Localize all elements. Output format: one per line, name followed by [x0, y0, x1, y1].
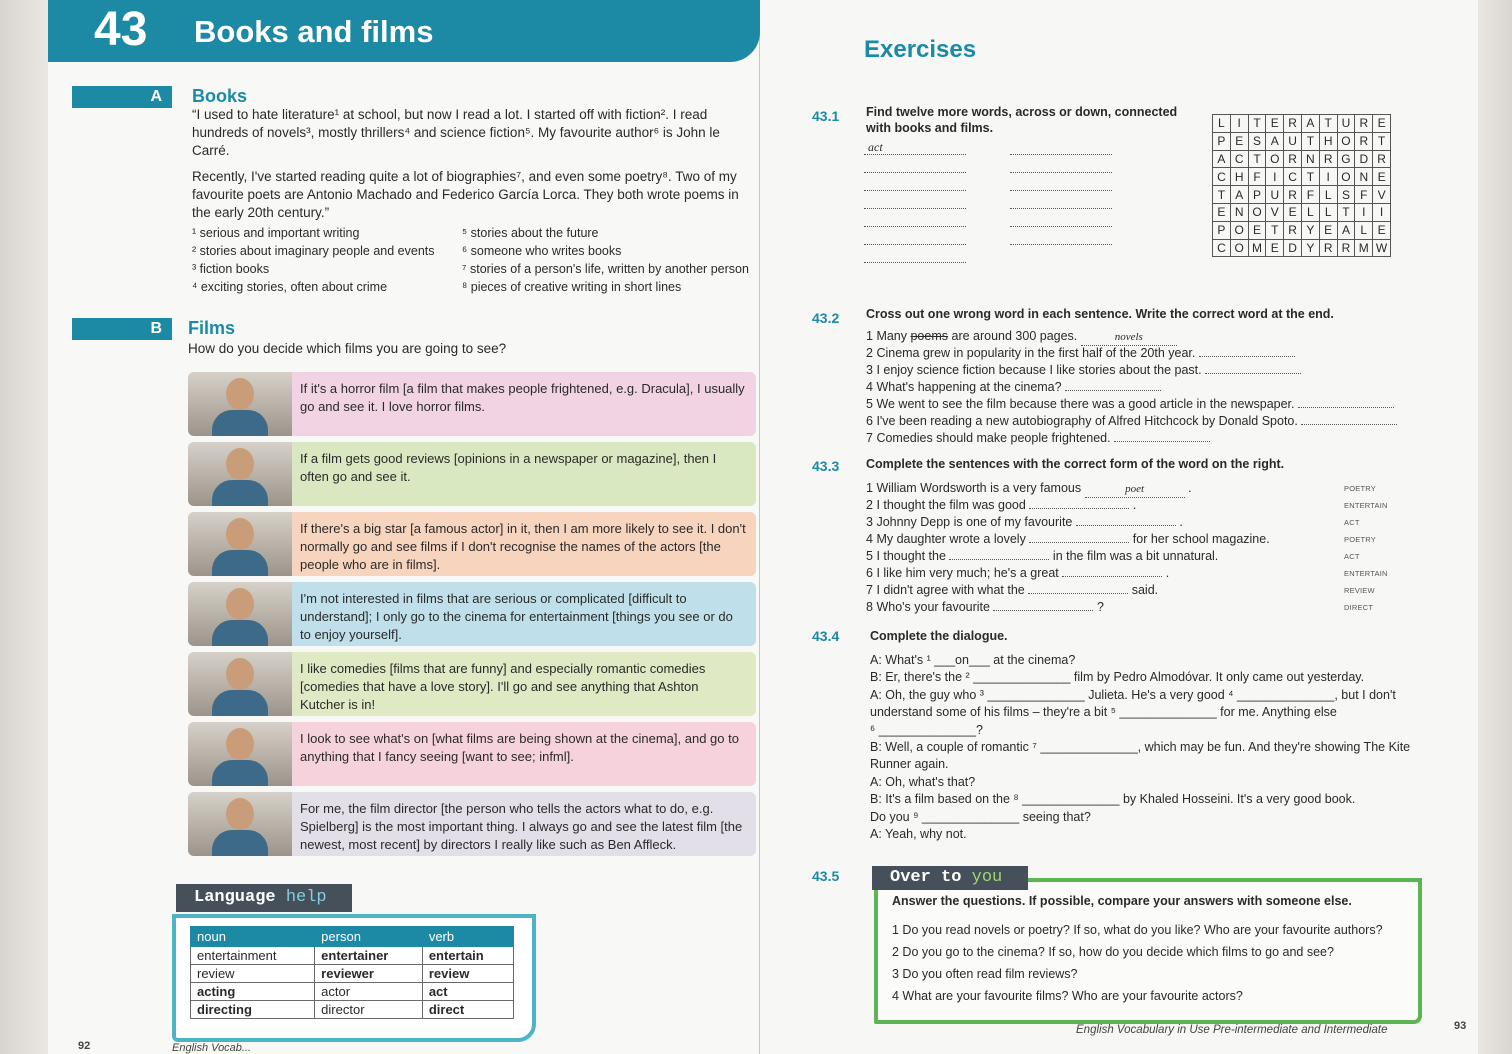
table-cell: acting	[191, 983, 315, 1001]
grid-letter[interactable]: C	[1213, 168, 1231, 186]
sentence-start: I thought the	[876, 549, 946, 563]
grid-letter[interactable]: P	[1213, 132, 1231, 150]
grid-letter[interactable]: D	[1355, 150, 1373, 168]
list-item	[866, 379, 1161, 395]
grid-letter[interactable]: C	[1230, 150, 1248, 168]
item-number: 4	[866, 380, 873, 394]
root-word: ACT	[1344, 518, 1360, 527]
bubble-text: If it's a horror film [a film that makes people frightened, e.g. Dracula], I usually go and see it. I love horror films.	[300, 381, 745, 414]
grid-letter[interactable]: M	[1248, 239, 1266, 257]
language-help-title-b: help	[285, 888, 327, 907]
footnote-5: ⁵ stories about the future	[462, 226, 599, 240]
root-word: ENTERTAIN	[1344, 569, 1388, 578]
exercises-heading: Exercises	[864, 36, 977, 63]
footnote-6: ⁶ someone who writes books	[462, 244, 622, 258]
grid-letter[interactable]: G	[1337, 150, 1355, 168]
grid-letter[interactable]: I	[1373, 203, 1391, 221]
opinion-bubble	[188, 652, 756, 716]
col-header-verb: verb	[422, 927, 513, 947]
table-cell: direct	[422, 1001, 513, 1019]
list-item	[866, 362, 1301, 378]
grid-letter[interactable]: R	[1355, 115, 1373, 133]
grid-letter[interactable]: A	[1337, 221, 1355, 239]
sentence-start: We went to see the film because there was a good article in the newspaper.	[876, 397, 1295, 411]
grid-letter[interactable]: L	[1319, 186, 1337, 204]
over-to-you-tab	[872, 866, 1028, 890]
grid-letter[interactable]: M	[1355, 239, 1373, 257]
grid-letter[interactable]: E	[1373, 221, 1391, 239]
exercise-43-1-instruction: Find twelve more words, across or down, connected with books and films.	[866, 105, 1178, 135]
list-item	[866, 497, 1136, 513]
item-number: 7	[866, 431, 873, 445]
grid-row	[1213, 132, 1391, 150]
bubble-text: If there's a big star [a famous actor] in it, then I am more likely to see it. I don't normally go and see films if I don't recognise the names of the actors [the people who are in films].	[300, 521, 746, 572]
table-row	[191, 947, 514, 965]
sentence-start: Cinema grew in popularity in the first half of the 20th year.	[876, 346, 1196, 360]
sentence-start: I enjoy science fiction because I like stories about the past.	[876, 363, 1202, 377]
grid-letter[interactable]: H	[1230, 168, 1248, 186]
answer-blank[interactable]	[1028, 582, 1128, 594]
exercise-43-3-instruction: Complete the sentences with the correct form of the word on the right.	[866, 457, 1285, 471]
grid-letter[interactable]: R	[1284, 221, 1302, 239]
section-b-tab: B	[72, 318, 172, 340]
sentence-start: My daughter wrote a lovely	[876, 532, 1026, 546]
answer-line[interactable]	[864, 154, 966, 155]
list-item	[866, 480, 1192, 498]
language-help-table	[190, 926, 514, 1019]
exercise-43-5-number: 43.5	[812, 868, 840, 884]
sentence-start: What's happening at the cinema?	[876, 380, 1062, 394]
grid-letter[interactable]: E	[1213, 203, 1231, 221]
table-cell: director	[315, 1001, 423, 1019]
answer-line[interactable]	[1010, 154, 1112, 155]
grid-letter[interactable]: R	[1319, 239, 1337, 257]
grid-letter[interactable]: A	[1230, 186, 1248, 204]
table-cell: entertainment	[191, 947, 315, 965]
grid-letter[interactable]: R	[1284, 186, 1302, 204]
unit-header	[48, 0, 760, 62]
item-number: 3	[866, 515, 873, 529]
grid-letter[interactable]: I	[1355, 203, 1373, 221]
dialogue-line: Do you ⁹ ______________ seeing that?	[870, 809, 1091, 824]
grid-letter[interactable]: F	[1301, 186, 1319, 204]
grid-letter[interactable]: P	[1213, 221, 1231, 239]
list-item	[866, 531, 1270, 547]
dialogue-line: A: Yeah, why not.	[870, 827, 967, 841]
dialogue-line: B: Well, a couple of romantic ⁷ ______________, which may be fun. And they're showing The Kite	[870, 740, 1411, 754]
page-number-right: 93	[1454, 1020, 1467, 1032]
answer-line[interactable]	[1010, 208, 1112, 209]
list-item	[866, 514, 1183, 530]
films-question: How do you decide which films you are going to see?	[188, 341, 507, 356]
sentence-end: .	[1132, 498, 1137, 512]
table-cell: review	[191, 965, 315, 983]
list-item	[866, 565, 1169, 581]
table-cell: entertain	[422, 947, 513, 965]
bubble-text: I look to see what's on [what films are being shown at the cinema], and go to anything that I fancy seeing [want to see; infml].	[300, 731, 739, 764]
item-number: 3	[866, 363, 873, 377]
grid-letter[interactable]: T	[1248, 115, 1266, 133]
grid-row	[1213, 150, 1391, 168]
footnote-1: ¹ serious and important writing	[192, 226, 360, 240]
grid-letter[interactable]: A	[1266, 132, 1284, 150]
grid-letter[interactable]: O	[1230, 239, 1248, 257]
table-cell: entertainer	[315, 947, 423, 965]
footer-left: English Vocab...	[172, 1042, 252, 1054]
sentence-start: I like him very much; he's a great	[876, 566, 1059, 580]
dialogue-line: B: It's a film based on the ⁸ ______________ by Khaled Hosseini. It's a very good book.	[870, 792, 1356, 807]
grid-letter[interactable]: A	[1213, 150, 1231, 168]
grid-letter[interactable]: N	[1230, 203, 1248, 221]
sentence-end: said.	[1131, 583, 1159, 597]
speaker-photo	[188, 722, 292, 786]
sentence-end: are around 300 pages.	[948, 329, 1078, 343]
answer-blank[interactable]	[1199, 345, 1295, 357]
grid-letter[interactable]: R	[1284, 150, 1302, 168]
bubble-text: I'm not interested in films that are serious or complicated [difficult to understand]; I only go to the cinema for entertainment [things you see or do to enjoy yourself].	[300, 591, 733, 642]
question-item: 4 What are your favourite films? Who are your favourite actors?	[892, 989, 1243, 1003]
speaker-photo	[188, 372, 292, 436]
grid-letter[interactable]: U	[1284, 132, 1302, 150]
answer-line[interactable]	[864, 190, 966, 191]
over-to-you-instruction: Answer the questions. If possible, compare your answers with someone else.	[892, 894, 1352, 908]
answer-line[interactable]	[864, 172, 966, 173]
grid-letter[interactable]: T	[1213, 186, 1231, 204]
answer-blank[interactable]	[1114, 430, 1210, 442]
speaker-photo	[188, 512, 292, 576]
item-number: 4	[866, 532, 873, 546]
grid-letter[interactable]: C	[1213, 239, 1231, 257]
section-a-tab: A	[72, 86, 172, 108]
sentence-start: William Wordsworth is a very famous	[876, 481, 1082, 495]
list-item	[866, 328, 1177, 346]
grid-letter[interactable]: U	[1337, 115, 1355, 133]
grid-row	[1213, 186, 1391, 204]
language-help-title-a: Language	[194, 888, 276, 907]
section-b-title: Films	[188, 318, 236, 338]
item-number: 5	[866, 397, 873, 411]
sentence-start: Comedies should make people frightened.	[876, 431, 1111, 445]
item-number: 1	[866, 329, 873, 343]
speaker-photo	[188, 442, 292, 506]
grid-letter[interactable]: T	[1337, 203, 1355, 221]
table-row	[191, 1001, 514, 1019]
grid-letter[interactable]: R	[1337, 239, 1355, 257]
over-to-you-box	[874, 878, 1422, 1024]
opinion-bubble	[188, 512, 756, 576]
grid-letter[interactable]: T	[1373, 132, 1391, 150]
grid-letter[interactable]: T	[1319, 115, 1337, 133]
root-word: DIRECT	[1344, 603, 1374, 612]
item-number: 6	[866, 566, 873, 580]
language-help-box	[172, 914, 536, 1042]
exercise-43-2-number: 43.2	[812, 310, 840, 326]
grid-letter[interactable]: S	[1248, 132, 1266, 150]
grid-row	[1213, 239, 1391, 257]
list-item	[866, 430, 1210, 446]
grid-letter[interactable]: F	[1355, 186, 1373, 204]
dialogue-line: understand some of his films – they're a bit ⁵ ______________ for me. Anything else	[870, 705, 1337, 720]
grid-letter[interactable]: A	[1301, 115, 1319, 133]
item-number: 6	[866, 414, 873, 428]
answer-blank[interactable]	[1076, 514, 1176, 526]
grid-letter[interactable]: P	[1248, 186, 1266, 204]
speaker-photo	[188, 792, 292, 856]
sentence-start: I thought the film was good	[876, 498, 1026, 512]
answer-blank[interactable]	[1301, 413, 1397, 425]
dialogue-line: Runner again.	[870, 757, 949, 772]
grid-letter[interactable]: L	[1319, 203, 1337, 221]
sentence-start: Who's your favourite	[876, 600, 990, 614]
opinion-bubble	[188, 442, 756, 506]
answer-blank[interactable]	[949, 548, 1049, 560]
dialogue-line: A: Oh, the guy who ³ ______________ Julieta. He's a very good ⁴ ______________, but I don't	[870, 687, 1396, 702]
sentence-start: Many	[876, 329, 911, 343]
sentence-start: Johnny Depp is one of my favourite	[876, 515, 1073, 529]
grid-letter[interactable]: T	[1301, 168, 1319, 186]
exercise-43-4-instruction: Complete the dialogue.	[870, 629, 1008, 643]
grid-letter[interactable]: O	[1248, 203, 1266, 221]
sentence-start: I've been reading a new autobiography of Alfred Hitchcock by Donald Spoto.	[876, 414, 1298, 428]
table-cell: directing	[191, 1001, 315, 1019]
grid-letter[interactable]: N	[1301, 150, 1319, 168]
page-number-left: 92	[78, 1040, 91, 1052]
item-number: 5	[866, 549, 873, 563]
speaker-photo	[188, 582, 292, 646]
grid-letter[interactable]: E	[1373, 115, 1391, 133]
grid-letter[interactable]: E	[1284, 203, 1302, 221]
over-to-you-title-b: you	[971, 868, 1003, 887]
answer-blank[interactable]	[1029, 531, 1129, 543]
answer-blank[interactable]	[1029, 497, 1129, 509]
answer-line[interactable]	[864, 262, 966, 263]
section-a-title: Books	[192, 86, 248, 106]
grid-letter[interactable]: O	[1337, 168, 1355, 186]
opinion-bubble	[188, 792, 756, 856]
grid-letter[interactable]: V	[1266, 203, 1284, 221]
word-search-grid	[1212, 114, 1391, 257]
list-item	[866, 413, 1397, 429]
item-number: 2	[866, 498, 873, 512]
grid-letter[interactable]: E	[1230, 132, 1248, 150]
col-header-person: person	[315, 927, 423, 947]
grid-letter[interactable]: O	[1266, 150, 1284, 168]
grid-letter[interactable]: O	[1337, 132, 1355, 150]
grid-letter[interactable]: T	[1248, 150, 1266, 168]
grid-letter[interactable]: I	[1319, 168, 1337, 186]
list-item	[866, 599, 1104, 615]
item-number: 1	[866, 481, 873, 495]
footnote-3: ³ fiction books	[192, 262, 270, 276]
question-item: 2 Do you go to the cinema? If so, how do you decide which films to go and see?	[892, 945, 1334, 959]
grid-letter[interactable]: R	[1355, 132, 1373, 150]
grid-letter[interactable]: U	[1266, 186, 1284, 204]
sentence-end: .	[1165, 566, 1170, 580]
speaker-photo	[188, 652, 292, 716]
grid-letter[interactable]: S	[1337, 186, 1355, 204]
dialogue-line: A: What's ¹ ___on___ at the cinema?	[870, 653, 1076, 667]
footnote-2: ² stories about imaginary people and events	[192, 244, 435, 258]
opinion-bubble	[188, 722, 756, 786]
grid-letter[interactable]: L	[1213, 115, 1231, 133]
grid-letter[interactable]: E	[1373, 168, 1391, 186]
sentence-end: in the film was a bit unnatural.	[1052, 549, 1219, 563]
grid-row	[1213, 115, 1391, 133]
grid-letter[interactable]: Y	[1301, 239, 1319, 257]
answer-blank[interactable]	[1205, 362, 1301, 374]
answer-line[interactable]	[1010, 172, 1112, 173]
grid-row	[1213, 221, 1391, 239]
answer-line[interactable]	[1010, 244, 1112, 245]
book-title-footer: English Vocabulary in Use Pre-intermediate and Intermediate	[1076, 1024, 1388, 1036]
grid-row	[1213, 203, 1391, 221]
item-number: 2	[866, 346, 873, 360]
exercise-43-2-instruction: Cross out one wrong word in each sentence. Write the correct word at the end.	[866, 307, 1334, 321]
dialogue-line: B: Er, there's the ² ______________ film by Pedro Almodóvar. It only came out yesterday.	[870, 670, 1365, 685]
list-item	[866, 582, 1158, 598]
grid-letter[interactable]: L	[1301, 203, 1319, 221]
dialogue-line: A: Oh, what's that?	[870, 774, 976, 789]
answer-blank[interactable]	[993, 599, 1093, 611]
bubble-text: If a film gets good reviews [opinions in a newspaper or magazine], then I often go and see it.	[300, 451, 717, 484]
exercise-43-1-number: 43.1	[812, 108, 840, 124]
grid-letter[interactable]: V	[1373, 186, 1391, 204]
bubble-text: I like comedies [films that are funny] and especially romantic comedies [comedies that have a love story]. I'll go and see anything that Ashton Kutcher is in!	[300, 661, 706, 712]
grid-row	[1213, 168, 1391, 186]
language-help-tab	[176, 884, 352, 912]
table-row	[191, 983, 514, 1001]
grid-letter[interactable]: O	[1230, 221, 1248, 239]
grid-letter[interactable]: I	[1266, 168, 1284, 186]
question-item: 1 Do you read novels or poetry? If so, what do you like? Who are your favourite authors?	[892, 923, 1383, 937]
footnote-4: ⁴ exciting stories, often about crime	[192, 280, 388, 294]
list-item	[866, 396, 1394, 412]
root-word: REVIEW	[1344, 586, 1375, 595]
grid-letter[interactable]: I	[1230, 115, 1248, 133]
footnote-8: ⁸ pieces of creative writing in short lines	[462, 280, 682, 294]
root-word: ACT	[1344, 552, 1360, 561]
exercise-43-3-number: 43.3	[812, 458, 840, 474]
answer-line[interactable]	[864, 208, 966, 209]
grid-letter[interactable]: E	[1248, 221, 1266, 239]
table-row	[191, 965, 514, 983]
left-page	[48, 0, 760, 1054]
grid-letter[interactable]: D	[1284, 239, 1302, 257]
grid-letter[interactable]: C	[1284, 168, 1302, 186]
grid-letter[interactable]: R	[1373, 150, 1391, 168]
opinion-bubble	[188, 582, 756, 646]
root-word: ENTERTAIN	[1344, 501, 1388, 510]
grid-letter[interactable]: L	[1355, 221, 1373, 239]
root-word: POETRY	[1344, 535, 1376, 544]
grid-letter[interactable]: W	[1373, 239, 1391, 257]
example-answer-act: act	[868, 140, 883, 154]
dialogue-line: ⁶ ______________?	[870, 722, 983, 737]
grid-letter[interactable]: T	[1266, 221, 1284, 239]
table-cell: actor	[315, 983, 423, 1001]
grid-letter[interactable]: R	[1284, 115, 1302, 133]
exercise-43-4-number: 43.4	[812, 628, 840, 644]
grid-letter[interactable]: R	[1319, 150, 1337, 168]
crossed-out-word: poems	[910, 329, 949, 343]
grid-letter[interactable]: F	[1248, 168, 1266, 186]
footnotes-left	[192, 224, 452, 296]
bubble-text: For me, the film director [the person who tells the actors what to do, e.g. Spielberg] is the most important thing. I always go and see the latest film [the newest, most recent] by directors I really like such as Ben Affleck.	[300, 801, 743, 852]
answer-blank[interactable]: novels	[1081, 329, 1177, 346]
grid-letter[interactable]: E	[1266, 239, 1284, 257]
sentence-end: .	[1179, 515, 1183, 529]
answer-line[interactable]	[864, 244, 966, 245]
books-paragraph-1: “I used to hate literature¹ at school, but now I read a lot. I started off with fiction². I read hundreds of novels³, mostly thrillers⁴ and science fiction⁵. My favourite author⁶ is John le Carré.	[192, 107, 720, 158]
list-item	[866, 548, 1218, 564]
answer-blank[interactable]	[1065, 379, 1161, 391]
opinion-bubble	[188, 372, 756, 436]
root-word: POETRY	[1344, 484, 1376, 493]
right-page	[760, 0, 1478, 1054]
grid-letter[interactable]: E	[1266, 115, 1284, 133]
answer-blank[interactable]	[1062, 565, 1162, 577]
grid-letter[interactable]: E	[1319, 221, 1337, 239]
grid-letter[interactable]: T	[1301, 132, 1319, 150]
item-number: 7	[866, 583, 873, 597]
footnotes-right	[462, 224, 752, 296]
grid-letter[interactable]: H	[1319, 132, 1337, 150]
table-cell: reviewer	[315, 965, 423, 983]
answer-line[interactable]	[1010, 190, 1112, 191]
grid-letter[interactable]: Y	[1301, 221, 1319, 239]
table-cell: review	[422, 965, 513, 983]
answer-blank[interactable]	[1298, 396, 1394, 408]
sentence-start: I didn't agree with what the	[876, 583, 1025, 597]
sentence-end: ?	[1096, 600, 1104, 614]
answer-line[interactable]	[1010, 226, 1112, 227]
unit-number: 43	[94, 3, 148, 56]
unit-title: Books and films	[194, 14, 434, 49]
grid-letter[interactable]: N	[1355, 168, 1373, 186]
col-header-noun: noun	[191, 927, 315, 947]
sentence-end: .	[1188, 481, 1192, 495]
question-item: 3 Do you often read film reviews?	[892, 967, 1078, 981]
sentence-end: for her school magazine.	[1132, 532, 1270, 546]
item-number: 8	[866, 600, 873, 614]
books-paragraph-2: Recently, I've started reading quite a lot of biographies⁷, and even some poetry⁸. Two of my favourite poets are Antonio Machado and Federico García Lorca. They both wrote poems in the early 20th century.”	[192, 169, 739, 220]
footnote-7: ⁷ stories of a person's life, written by another person	[462, 262, 749, 276]
answer-line[interactable]	[864, 226, 966, 227]
table-cell: act	[422, 983, 513, 1001]
over-to-you-title-a: Over to	[890, 868, 962, 887]
answer-blank[interactable]: poet	[1085, 481, 1185, 498]
list-item	[866, 345, 1295, 361]
